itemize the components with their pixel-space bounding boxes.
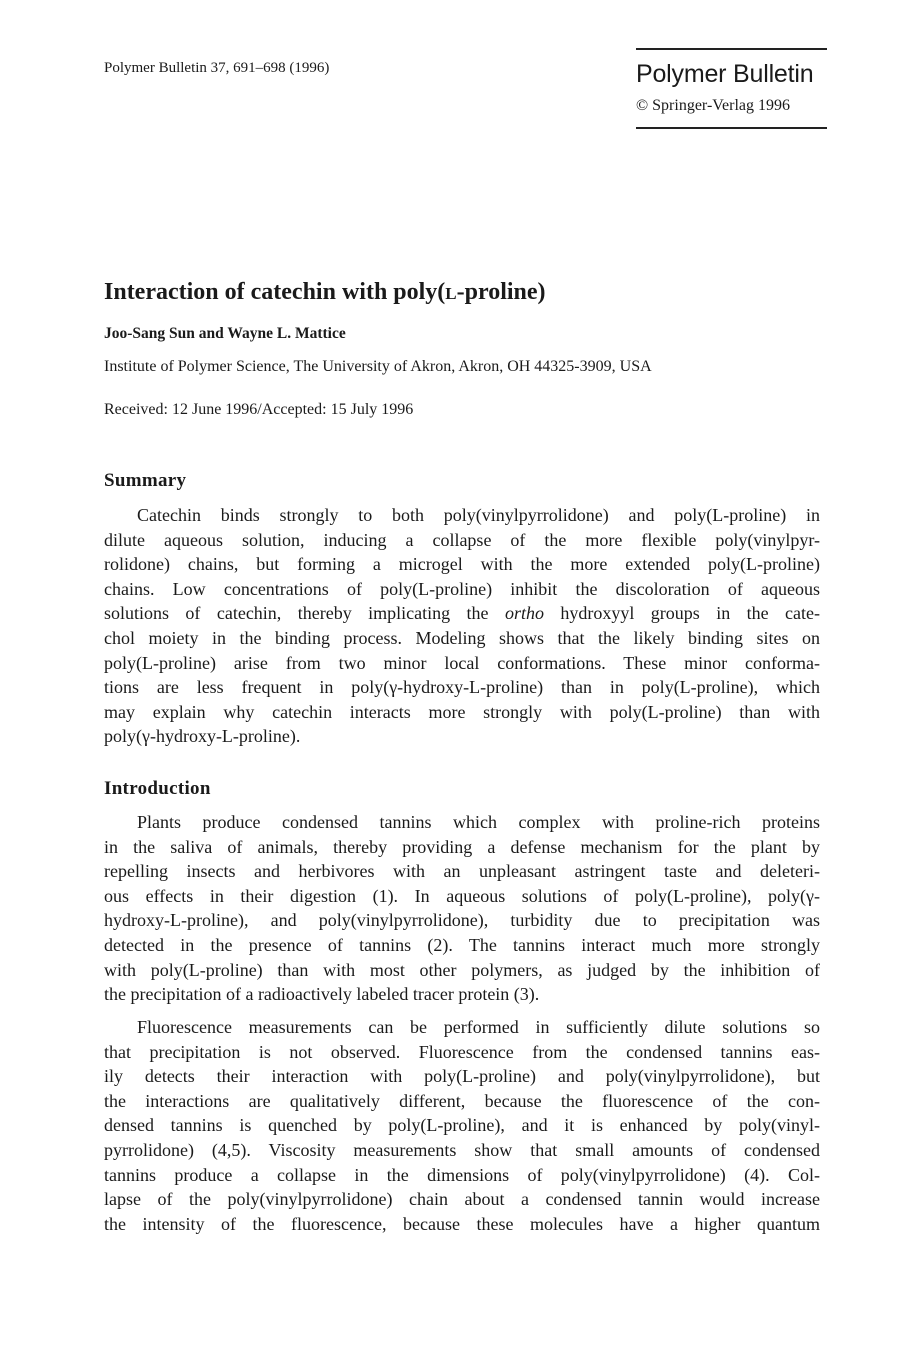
journal-citation: Polymer Bulletin 37, 691–698 (1996) bbox=[104, 60, 330, 76]
text-line: tannins produce a collapse in the dimensions of poly(vinylpyrrolidone) (4). Col- bbox=[104, 1164, 820, 1185]
text-line: detected in the presence of tannins (2). The tannins interact much more strongly bbox=[104, 934, 820, 955]
text-line: lapse of the poly(vinylpyrrolidone) chain about a condensed tannin would increase bbox=[104, 1189, 820, 1210]
text-line: the interactions are qualitatively different, because the fluorescence of the con- bbox=[104, 1090, 820, 1111]
text-line: may explain why catechin interacts more strongly with poly(L-proline) than with bbox=[104, 701, 820, 722]
title-prefix: Interaction of catechin with poly( bbox=[104, 279, 446, 305]
copyright-notice: © Springer-Verlag 1996 bbox=[636, 97, 791, 114]
text-line: with poly(L-proline) than with most other polymers, as judged by the inhibition of bbox=[104, 959, 820, 980]
text-line: Plants produce condensed tannins which complex with proline-rich proteins bbox=[137, 812, 820, 832]
text-line: rolidone) chains, but forming a microgel with the more extended poly(L-proline) bbox=[104, 554, 820, 575]
text-line: the intensity of the fluorescence, because these molecules have a higher quantum bbox=[104, 1213, 820, 1234]
text-line: repelling insects and herbivores with an unpleasant astringent taste and deleteri- bbox=[104, 861, 820, 882]
text-line: in the saliva of animals, thereby providing a defense mechanism for the plant by bbox=[104, 836, 820, 857]
text-line: ous effects in their digestion (1). In aqueous solutions of poly(L-proline), poly(γ- bbox=[104, 885, 820, 906]
journal-masthead bbox=[636, 48, 827, 129]
masthead-top-rule bbox=[636, 48, 827, 50]
text-line: poly(γ-hydroxy-L-proline). bbox=[104, 726, 301, 747]
masthead-bottom-rule bbox=[636, 127, 827, 129]
text-line: Fluorescence measurements can be performed in sufficiently dilute solutions so bbox=[137, 1017, 820, 1037]
journal-name: Polymer Bulletin bbox=[636, 60, 814, 88]
article-title bbox=[104, 279, 546, 306]
article-authors: Joo-Sang Sun and Wayne L. Mattice bbox=[104, 325, 346, 342]
text-line: densed tannins is quenched by poly(L-proline), and it is enhanced by poly(vinyl- bbox=[104, 1115, 820, 1136]
text-line: dilute aqueous solution, inducing a collapse of the more flexible poly(vinylpyr- bbox=[104, 529, 820, 550]
text-line: poly(L-proline) arise from two minor local conformations. These minor conforma- bbox=[104, 652, 820, 673]
title-smallcaps: l bbox=[445, 279, 457, 305]
received-accepted-dates: Received: 12 June 1996/Accepted: 15 July 1996 bbox=[104, 401, 414, 418]
text-line: Catechin binds strongly to both poly(vinylpyrrolidone) and poly(L-proline) in bbox=[137, 505, 820, 525]
text-line: pyrrolidone) (4,5). Viscosity measurements show that small amounts of condensed bbox=[104, 1139, 820, 1160]
text-line: the precipitation of a radioactively labeled tracer protein (3). bbox=[104, 984, 540, 1005]
title-suffix: -proline) bbox=[456, 279, 546, 305]
text-line: chains. Low concentrations of poly(L-proline) inhibit the discoloration of aqueous bbox=[104, 578, 820, 599]
text-line: ily detects their interaction with poly(L-proline) and poly(vinylpyrrolidone), but bbox=[104, 1066, 820, 1087]
introduction-paragraph-1 bbox=[104, 810, 820, 1007]
summary-paragraph bbox=[104, 503, 820, 749]
text-line: hydroxy-L-proline), and poly(vinylpyrrolidone), turbidity due to precipitation was bbox=[104, 910, 820, 931]
text-line: that precipitation is not observed. Fluorescence from the condensed tannins eas- bbox=[104, 1041, 820, 1062]
summary-heading: Summary bbox=[104, 470, 187, 491]
author-affiliation: Institute of Polymer Science, The University of Akron, Akron, OH 44325-3909, USA bbox=[104, 358, 652, 375]
italic-ortho: ortho bbox=[504, 603, 544, 624]
introduction-heading: Introduction bbox=[104, 778, 211, 799]
text-line: tions are less frequent in poly(γ-hydroxy-L-proline) than in poly(L-proline), which bbox=[104, 677, 820, 698]
text-line: chol moiety in the binding process. Modeling shows that the likely binding sites on bbox=[104, 627, 820, 648]
introduction-paragraph-2 bbox=[104, 1015, 820, 1236]
text-line-with-italic: solutions of catechin, thereby implicating the ortho hydroxyyl groups in the cate- bbox=[104, 603, 820, 624]
